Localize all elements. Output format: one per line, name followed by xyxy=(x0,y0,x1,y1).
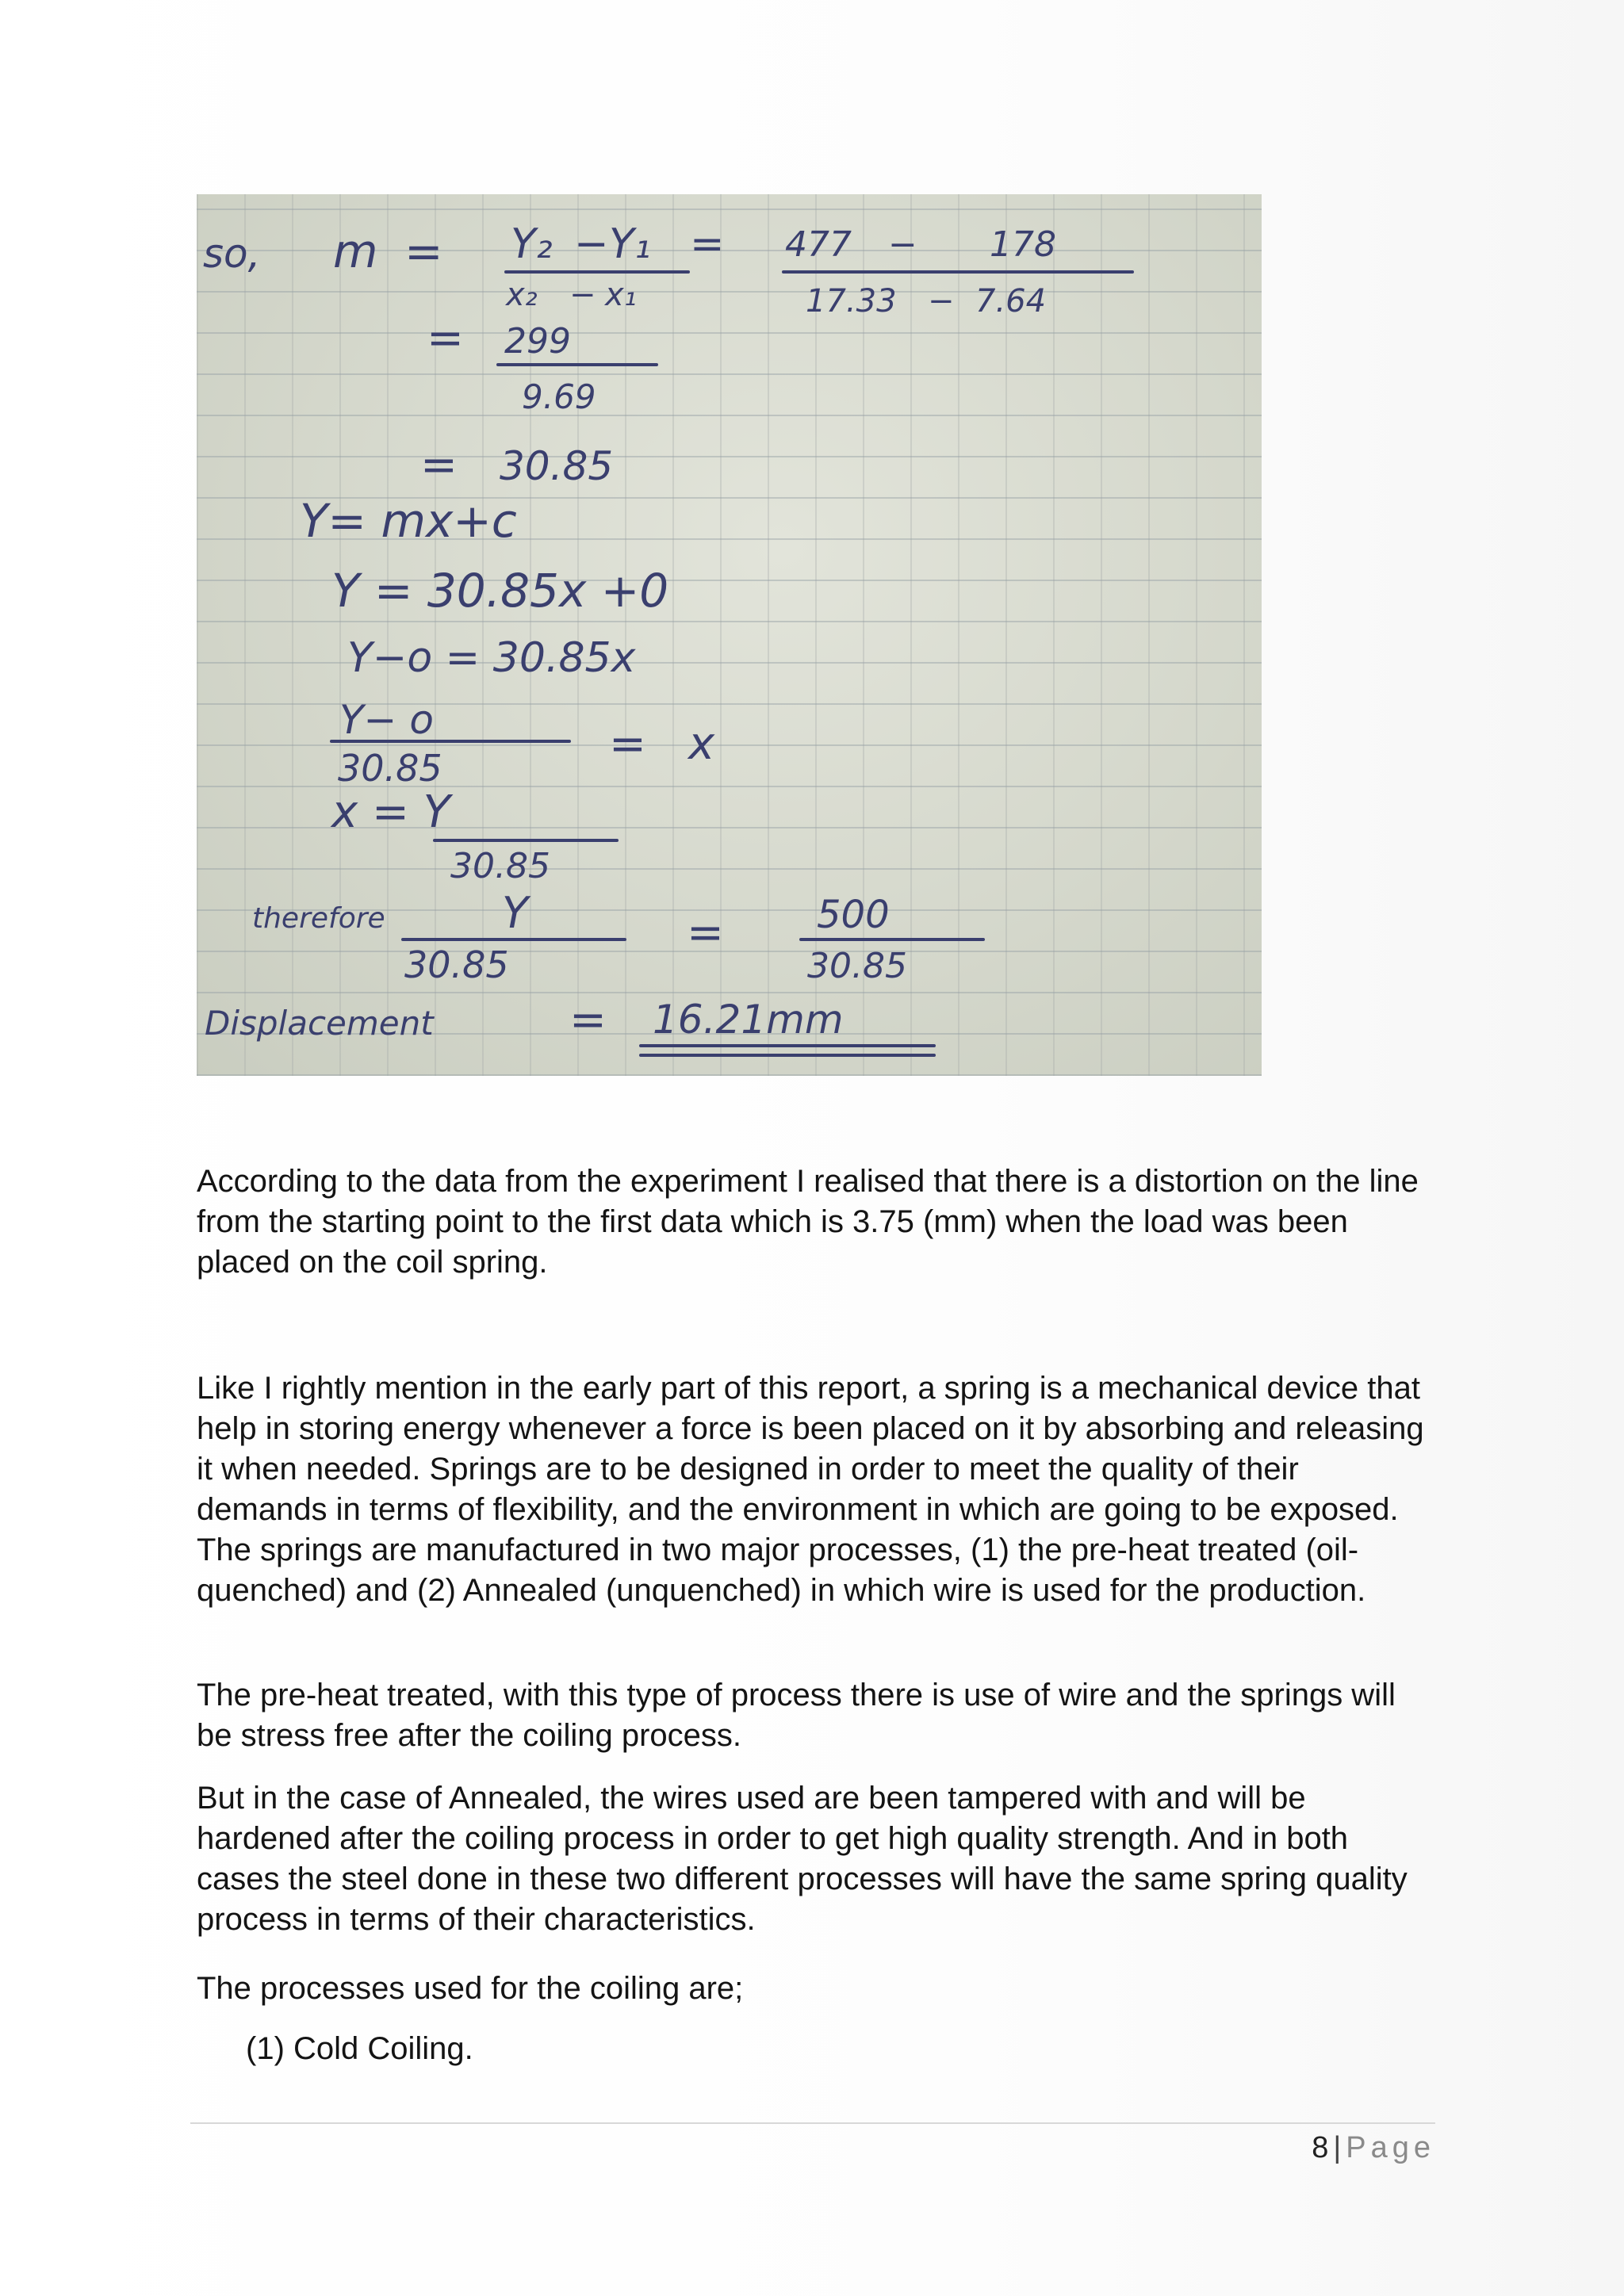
hw-3085-e: 30.85 xyxy=(807,946,907,986)
hw-y-num: Y xyxy=(502,888,528,938)
page-footer xyxy=(1293,2127,1435,2168)
hw-eq-1: = xyxy=(404,224,443,278)
hw-299: 299 xyxy=(504,321,571,362)
hw-3085-a: 30.85 xyxy=(500,443,614,489)
hw-764: 7.64 xyxy=(975,283,1047,320)
handwritten-calculation xyxy=(197,194,1262,1076)
hw-minus-3: − xyxy=(888,224,917,265)
hw-x-eq-y: x = Y xyxy=(331,786,450,838)
hw-eq-3: = xyxy=(427,312,464,364)
handwritten-calculation-photo xyxy=(197,194,1262,1076)
hw-minus-1: − xyxy=(574,220,609,268)
hw-minus-2: − xyxy=(569,277,596,313)
hw-y-minus-o: Y− o xyxy=(339,697,434,743)
hw-178: 178 xyxy=(990,224,1056,265)
hw-477: 477 xyxy=(785,224,852,265)
hw-displacement: Displacement xyxy=(205,1004,434,1043)
paragraph-spring-definition: Like I rightly mention in the early part of this report, a spring is a mechanical device that help in storing energy whenever a force is been placed on it by absorbing and releasing it when needed. Springs are to be designed in order to meet the quality of their demands in terms of flexibility, and the environment in which are going to be exposed. The springs are manufactured in two major processes, (1) the pre-heat treated (oil-quenched) and (2) Annealed (unquenched) in which wire is used for the production. xyxy=(197,1371,1424,1608)
paragraph-coiling-processes-intro: The processes used for the coiling are; xyxy=(197,1971,744,2006)
hw-m: m xyxy=(333,224,378,278)
hw-500: 500 xyxy=(817,893,890,937)
paragraph-distortion-observation: According to the data from the experiment I realised that there is a distortion on the line from the starting point to the first data which is 3.75 (mm) when the load was been placed on the coil spring. xyxy=(197,1164,1419,1280)
hw-eq-7: = xyxy=(569,994,607,1046)
page-number: 8 xyxy=(1312,2131,1329,2164)
paragraph-annealed: But in the case of Annealed, the wires used are been tampered with and will be hardened after the coiling process in order to get high quality strength. And in both cases the steel done in these two different processes will have the same spring quality process in terms of their characteristics. xyxy=(197,1781,1408,1937)
list-item-cold-coiling: (1) Cold Coiling. xyxy=(246,2031,473,2066)
footer-divider xyxy=(190,2122,1435,2124)
hw-x2: x₂ xyxy=(506,277,538,313)
hw-eq-5: = xyxy=(609,718,646,770)
footer-separator: | xyxy=(1333,2131,1342,2164)
hw-eq-2: = xyxy=(690,220,725,268)
hw-ymxc: Y= mx+c xyxy=(300,494,517,548)
hw-x1: x₁ xyxy=(605,277,637,313)
hw-969: 9.69 xyxy=(522,377,596,416)
hw-y2: Y₂ xyxy=(511,220,553,268)
hw-so: so, xyxy=(203,231,261,277)
hw-3085-d: 30.85 xyxy=(404,943,509,986)
hw-x: x xyxy=(688,718,715,770)
hw-eq-6: = xyxy=(687,907,724,959)
hw-1733: 17.33 xyxy=(806,283,897,320)
paragraph-pre-heat-treated: The pre-heat treated, with this type of process there is use of wire and the springs will be stress free after the coiling process. xyxy=(197,1678,1396,1753)
hw-3085-b: 30.85 xyxy=(338,747,442,790)
hw-3085-c: 30.85 xyxy=(450,846,550,886)
hw-eq-4: = xyxy=(420,439,458,491)
hw-therefore: therefore xyxy=(252,902,385,935)
hw-minus-4: − xyxy=(928,283,955,320)
hw-y1: Y₁ xyxy=(609,220,651,268)
hw-line-6: Y−o = 30.85x xyxy=(347,634,636,682)
hw-line-5: Y = 30.85x +0 xyxy=(331,564,669,618)
page-label: Page xyxy=(1346,2131,1435,2164)
hw-result: 16.21mm xyxy=(653,997,844,1043)
